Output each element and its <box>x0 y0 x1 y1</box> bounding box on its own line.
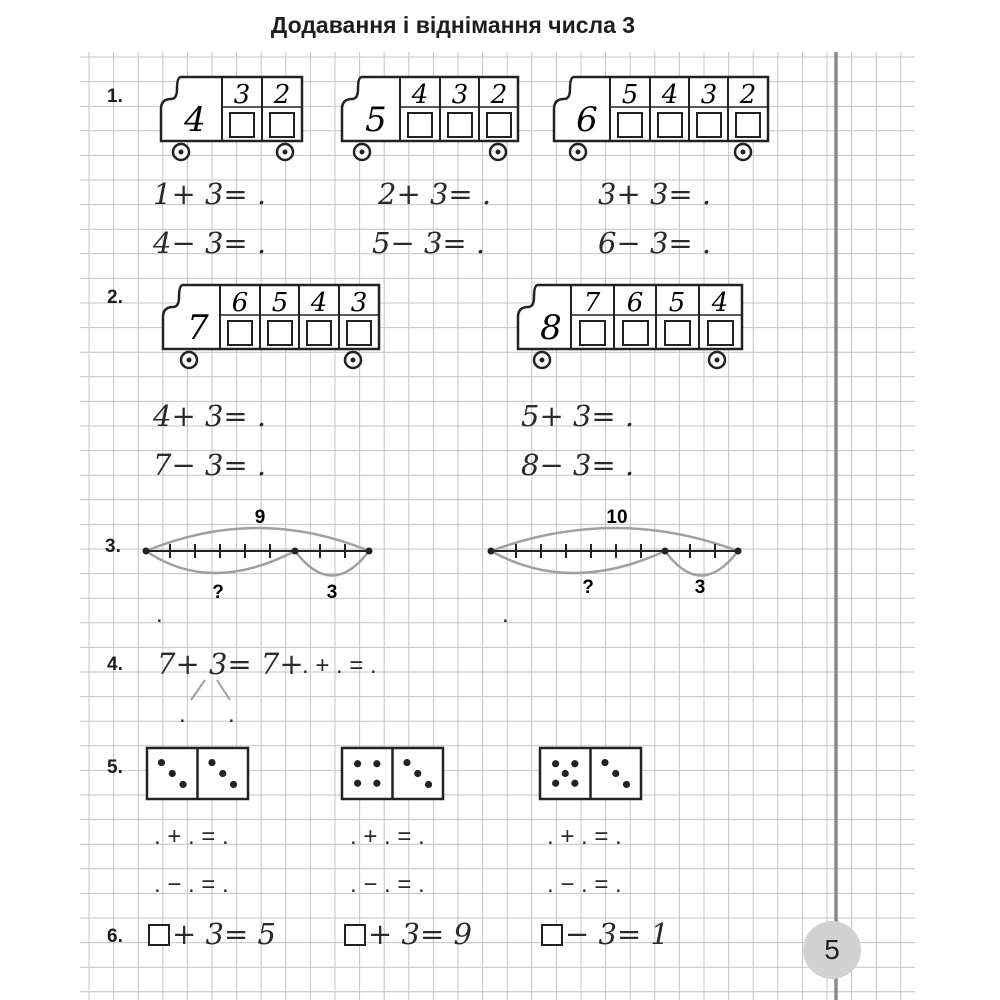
bus-5-window-4: 4 <box>711 288 729 318</box>
bus-3-window-4: 2 <box>739 80 757 110</box>
task-number-2: 2. <box>107 287 123 308</box>
segment-part-label: 3 <box>694 577 706 598</box>
bus-3 <box>550 75 772 165</box>
bus-2-window-1: 4 <box>411 80 429 110</box>
bus-2-window-2: 3 <box>451 80 469 110</box>
bus-3-window-1: 5 <box>621 80 639 110</box>
bus-1 <box>157 75 307 165</box>
domino-pip <box>623 781 630 788</box>
task-number-5: 5. <box>107 757 123 778</box>
bus-3-driver: 6 <box>576 100 598 140</box>
addition-row: . + . = . <box>350 823 425 850</box>
domino-pip <box>562 770 569 777</box>
bus-5 <box>514 283 746 375</box>
answer-blank: . <box>156 601 163 628</box>
bus-4-driver: 7 <box>187 308 209 348</box>
domino-pip <box>208 759 215 766</box>
task-number-1: 1. <box>107 86 123 107</box>
bus-4-window-1: 6 <box>231 288 249 318</box>
domino-pip <box>612 770 619 777</box>
subtraction-row: . − . = . <box>350 871 425 898</box>
domino-pip <box>403 759 410 766</box>
domino-pip <box>179 781 186 788</box>
split-blank-1: . <box>179 701 186 728</box>
domino-pip <box>601 759 608 766</box>
bus-2-driver: 5 <box>365 100 387 140</box>
subtraction-row: . − . = . <box>547 871 622 898</box>
equation-rhs: . + . = . <box>302 652 377 679</box>
segment-unknown-label: ? <box>582 577 594 598</box>
page-number: 5 <box>803 921 861 979</box>
equation: 5− 3= . <box>372 226 486 260</box>
answer-box[interactable] <box>344 924 366 946</box>
answer-box[interactable] <box>148 924 170 946</box>
equation: 2+ 3= . <box>378 177 492 211</box>
equation: 8− 3= . <box>521 448 635 482</box>
segment-unknown-label: ? <box>212 582 224 603</box>
bus-1-window-2: 2 <box>273 80 291 110</box>
segment-total-label: 10 <box>606 507 628 528</box>
answer-box[interactable] <box>541 924 563 946</box>
task-number-3: 3. <box>105 536 121 557</box>
answer-blank: . <box>502 601 509 628</box>
addition-row: . + . = . <box>547 823 622 850</box>
equation: 1+ 3= . <box>153 177 267 211</box>
domino-pip <box>373 780 380 787</box>
bus-1-driver: 4 <box>184 100 206 140</box>
bus-4-window-2: 5 <box>271 288 289 318</box>
bus-3-window-2: 4 <box>661 80 679 110</box>
equation: − 3= 1 <box>565 917 669 951</box>
equation: 3+ 3= . <box>598 177 712 211</box>
bus-5-window-1: 7 <box>583 288 601 318</box>
domino-pip <box>571 780 578 787</box>
equation: + 3= 5 <box>172 917 276 951</box>
bus-2-window-3: 2 <box>490 80 508 110</box>
domino-pip <box>354 780 361 787</box>
page-title: Додавання і віднімання числа 3 <box>270 12 636 38</box>
bus-4 <box>159 283 384 375</box>
segment-part-label: 3 <box>326 582 338 603</box>
domino-pip <box>230 781 237 788</box>
segment-diagram-2 <box>475 500 755 610</box>
domino-pip <box>425 781 432 788</box>
equation: 5+ 3= . <box>521 399 635 433</box>
domino-pip <box>414 770 421 777</box>
equation: 4+ 3= . <box>153 399 267 433</box>
equation: 4− 3= . <box>153 226 267 260</box>
bus-1-window-1: 3 <box>233 80 251 110</box>
equation-lhs: 7+ 3= 7+ <box>157 647 304 681</box>
task-number-4: 4. <box>107 654 123 675</box>
domino-pip <box>552 760 559 767</box>
bus-5-driver: 8 <box>540 308 562 348</box>
equation: 7− 3= . <box>153 448 267 482</box>
bus-5-window-2: 6 <box>626 288 644 318</box>
domino-pip <box>552 780 559 787</box>
bus-4-window-3: 4 <box>310 288 328 318</box>
bus-2 <box>338 75 523 165</box>
subtraction-row: . − . = . <box>154 871 229 898</box>
domino-pip <box>158 759 165 766</box>
segment-diagram-1 <box>130 500 390 610</box>
task-number-6: 6. <box>107 926 123 947</box>
domino-pip <box>373 760 380 767</box>
domino-pip <box>219 770 226 777</box>
bus-4-window-4: 3 <box>350 288 368 318</box>
bus-5-window-3: 5 <box>668 288 686 318</box>
dominoes <box>0 745 1000 805</box>
domino-pip <box>571 760 578 767</box>
segment-total-label: 9 <box>254 507 266 528</box>
domino-pip <box>169 770 176 777</box>
split-blank-2: . <box>228 701 235 728</box>
equation: + 3= 9 <box>368 917 472 951</box>
domino-pip <box>354 760 361 767</box>
equation: 6− 3= . <box>598 226 712 260</box>
bus-3-window-3: 3 <box>700 80 718 110</box>
addition-row: . + . = . <box>154 823 229 850</box>
